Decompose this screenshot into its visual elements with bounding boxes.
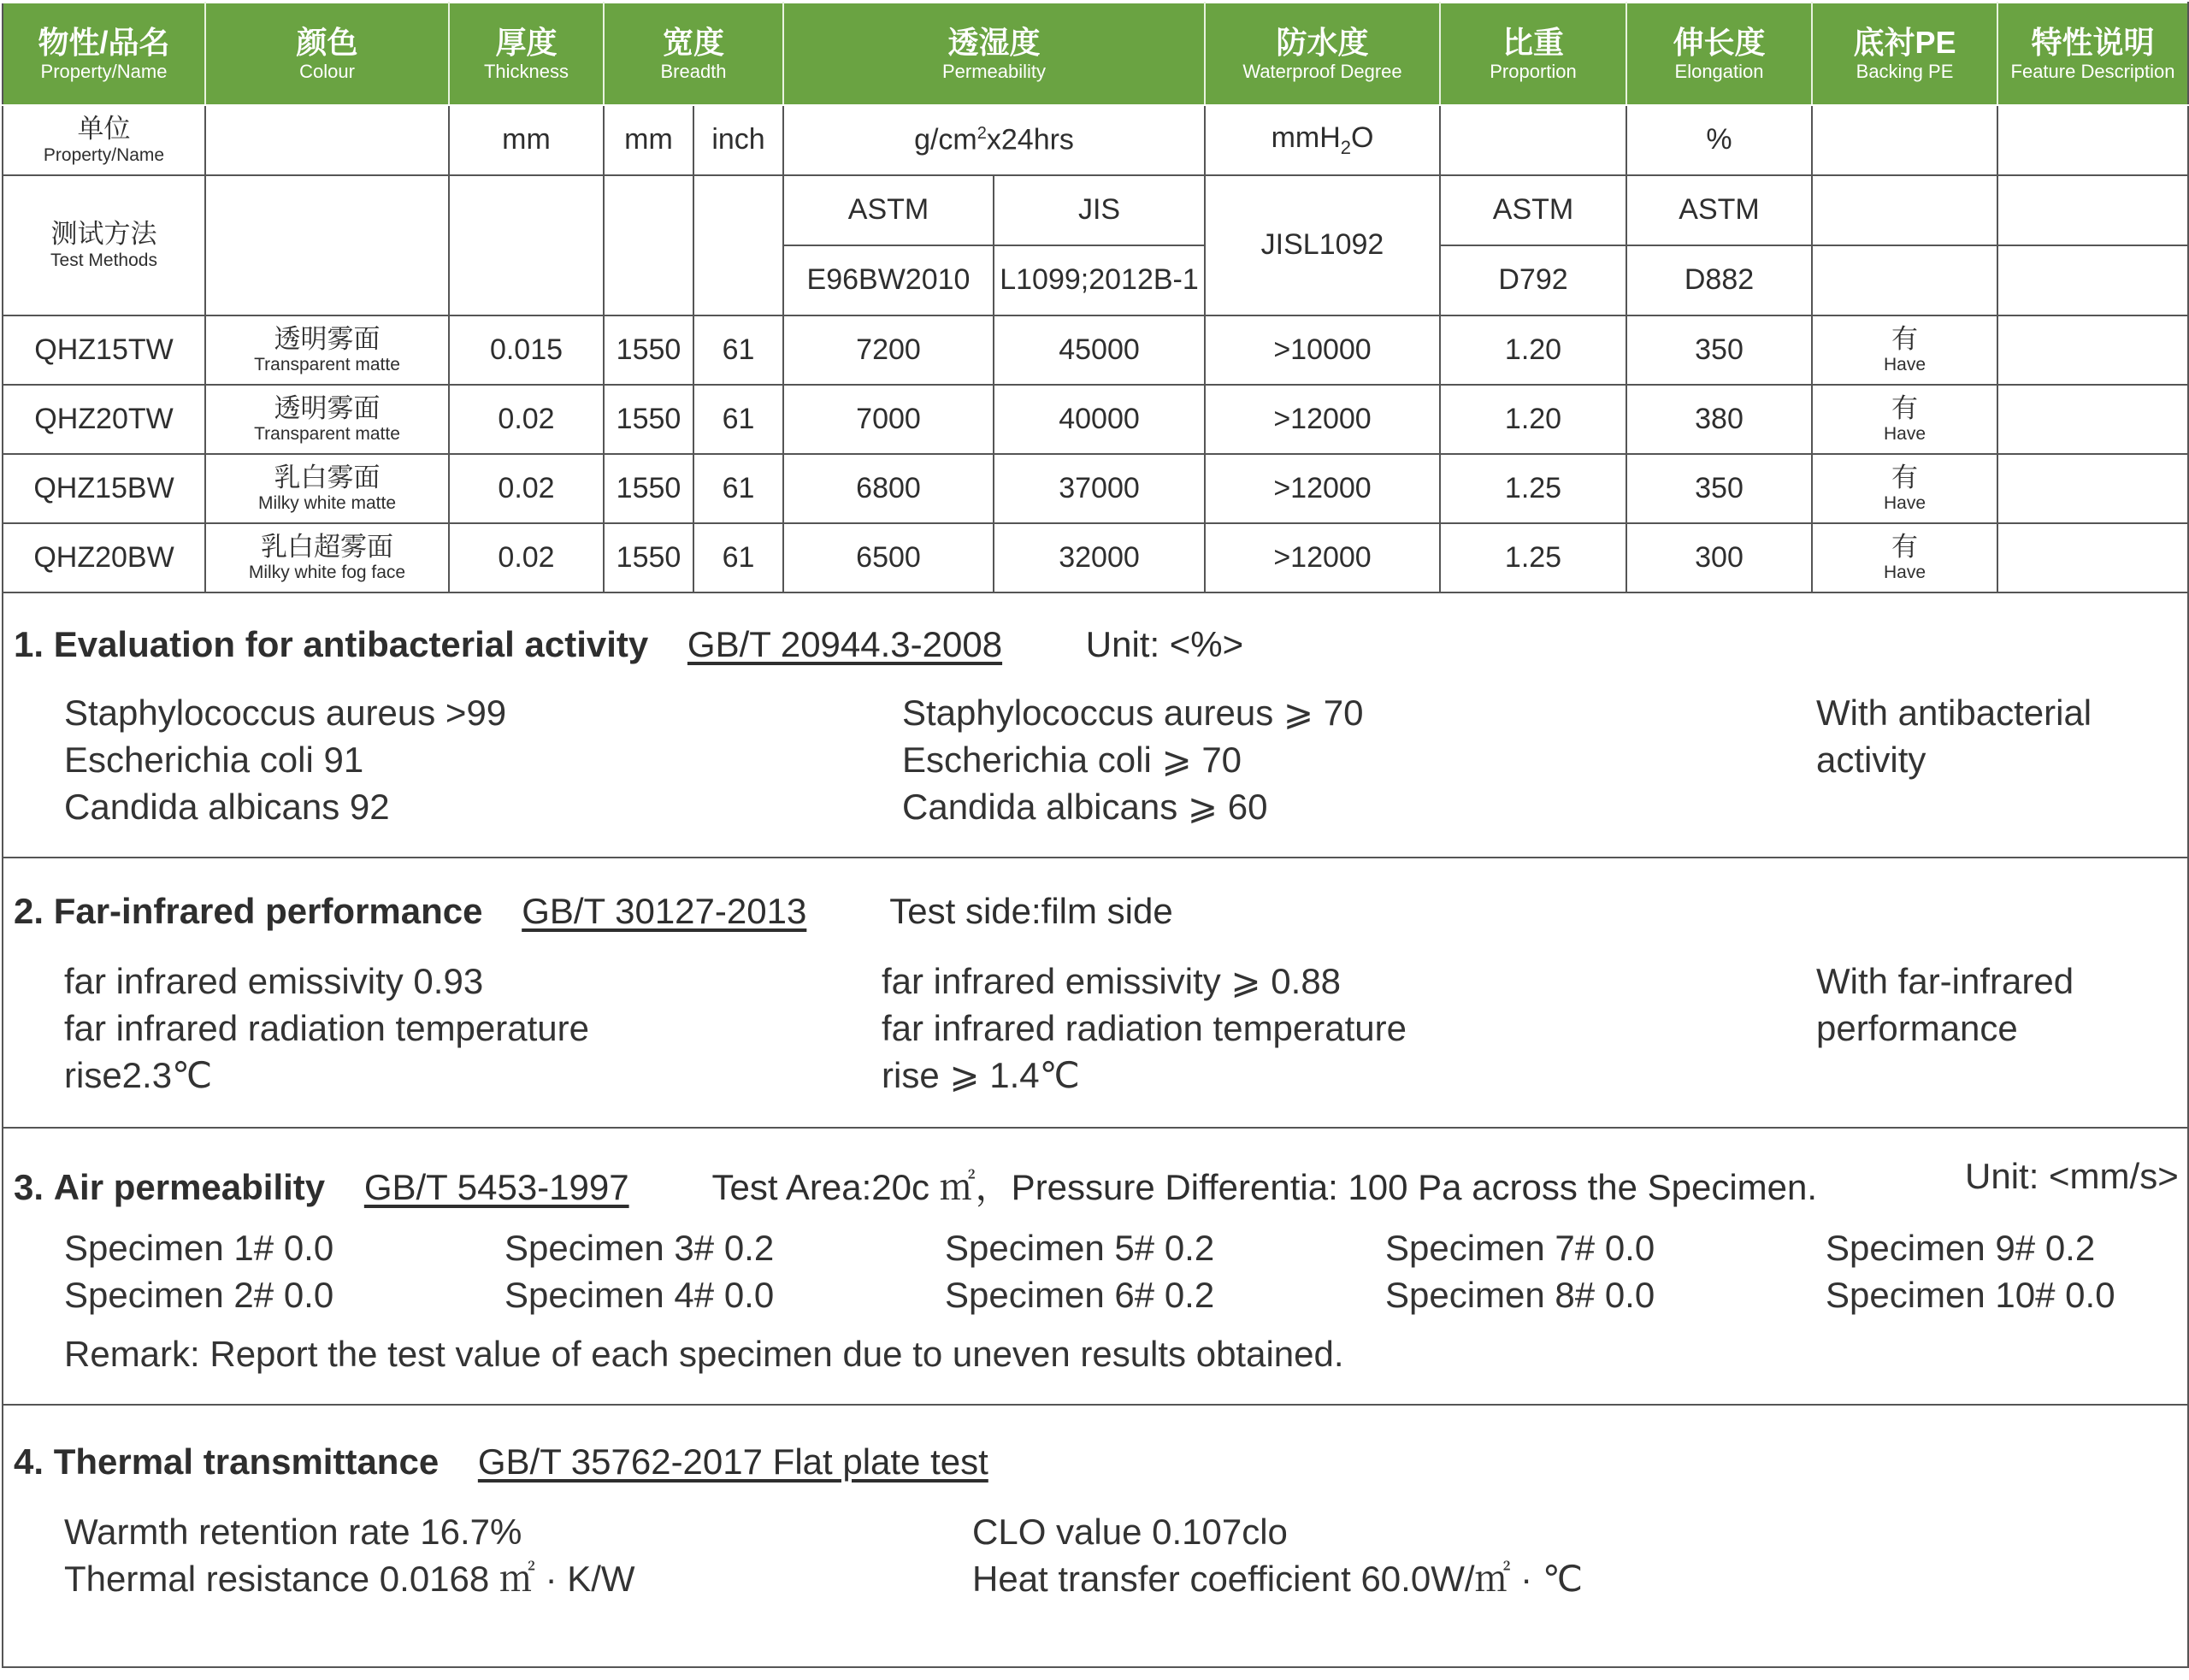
header-zh: 底衬PE xyxy=(1853,24,1956,60)
section-name: Far-infrared performance xyxy=(53,891,483,931)
method-label-zh: 测试方法 xyxy=(50,219,157,250)
conclusion-line: activity xyxy=(1816,740,1926,780)
method-perm-astm-code: E96BW2010 xyxy=(783,245,994,315)
backing-en: Have xyxy=(1884,493,1926,514)
backing-cell xyxy=(1812,385,1997,454)
section-name: Thermal transmittance xyxy=(53,1441,440,1482)
perm-astm-value: 6800 xyxy=(783,454,994,523)
result-line: far infrared emissivity 0.93 xyxy=(64,961,484,1001)
method-label-en: Test Methods xyxy=(50,250,157,270)
header-cell xyxy=(1997,3,2188,105)
header-cell xyxy=(783,3,1205,105)
backing-zh: 有 xyxy=(1891,323,1919,354)
elongation-value: 350 xyxy=(1626,315,1812,385)
method-proportion-code: D792 xyxy=(1440,245,1626,315)
empty-cell xyxy=(205,175,449,315)
proportion-value: 1.20 xyxy=(1440,315,1626,385)
table-row xyxy=(3,315,2188,385)
specimen-value: Specimen 4# 0.0 xyxy=(504,1275,775,1315)
specimen-value: Specimen 3# 0.2 xyxy=(504,1228,775,1268)
section-number: 2. xyxy=(14,891,44,931)
empty-cell xyxy=(1997,245,2188,315)
perm-jis-value: 37000 xyxy=(994,454,1205,523)
empty-cell xyxy=(1997,454,2188,523)
proportion-value: 1.20 xyxy=(1440,385,1626,454)
breadth-mm-value: 1550 xyxy=(604,454,693,523)
colour-zh: 乳白超雾面 xyxy=(261,531,393,562)
thickness-value: 0.02 xyxy=(449,385,604,454)
colour-cell xyxy=(205,385,449,454)
breadth-mm-value: 1550 xyxy=(604,315,693,385)
water-unit-rest: O xyxy=(1351,121,1374,154)
result-line: Candida albicans 92 xyxy=(64,787,390,827)
empty-cell xyxy=(1997,175,2188,245)
empty-cell xyxy=(1997,315,2188,385)
colour-en: Transparent matte xyxy=(254,355,400,375)
spec-table xyxy=(2,2,2189,593)
backing-en: Have xyxy=(1884,424,1926,445)
header-cell xyxy=(1440,3,1626,105)
product-name: QHZ20BW xyxy=(3,523,205,592)
backing-zh: 有 xyxy=(1891,392,1919,423)
colour-zh: 透明雾面 xyxy=(274,323,381,354)
section-title xyxy=(14,624,1243,665)
method-perm-jis: JIS xyxy=(994,175,1205,245)
proportion-value: 1.25 xyxy=(1440,523,1626,592)
method-elongation: ASTM xyxy=(1626,175,1812,245)
breadth-inch-value: 61 xyxy=(693,523,783,592)
backing-cell xyxy=(1812,454,1997,523)
thickness-value: 0.015 xyxy=(449,315,604,385)
section-standard: GB/T 30127-2013 xyxy=(522,891,807,931)
header-zh: 宽度 xyxy=(662,24,724,60)
product-name: QHZ15BW xyxy=(3,454,205,523)
colour-cell xyxy=(205,454,449,523)
unit-permeability xyxy=(783,105,1205,175)
result-line: Warmth retention rate 16.7% xyxy=(64,1512,522,1552)
section-air-permeability xyxy=(2,1129,2189,1406)
result-line: CLO value 0.107clo xyxy=(972,1512,1288,1552)
header-cell xyxy=(1626,3,1812,105)
empty-cell xyxy=(1440,105,1626,175)
section-thermal-transmittance xyxy=(2,1406,2189,1668)
perm-unit-rest: x24hrs xyxy=(986,123,1074,156)
colour-zh: 乳白雾面 xyxy=(274,462,381,492)
elongation-value: 380 xyxy=(1626,385,1812,454)
result-line: Thermal resistance 0.0168 ㎡ · K/W xyxy=(64,1559,635,1599)
backing-en: Have xyxy=(1884,355,1926,375)
result-line: Staphylococcus aureus >99 xyxy=(64,693,507,733)
unit-label-zh: 单位 xyxy=(77,114,131,144)
empty-cell xyxy=(449,175,604,315)
section-standard: GB/T 20944.3-2008 xyxy=(687,624,1003,664)
header-en: Backing PE xyxy=(1856,61,1954,83)
table-row xyxy=(3,385,2188,454)
specimen-value: Specimen 1# 0.0 xyxy=(64,1228,334,1268)
perm-unit-base: g/cm xyxy=(914,123,977,156)
perm-astm-value: 7000 xyxy=(783,385,994,454)
breadth-inch-value: 61 xyxy=(693,315,783,385)
backing-cell xyxy=(1812,315,1997,385)
header-row xyxy=(3,3,2188,105)
method-elongation-code: D882 xyxy=(1626,245,1812,315)
method-perm-jis-code: L1099;2012B-1 xyxy=(994,245,1205,315)
colour-zh: 透明雾面 xyxy=(274,392,381,423)
specimen-value: Specimen 8# 0.0 xyxy=(1385,1275,1655,1315)
specimen-value: Specimen 2# 0.0 xyxy=(64,1275,334,1315)
requirement-line: rise ⩾ 1.4℃ xyxy=(882,1055,1080,1095)
header-cell xyxy=(205,3,449,105)
proportion-value: 1.25 xyxy=(1440,454,1626,523)
specimen-value: Specimen 6# 0.2 xyxy=(945,1275,1215,1315)
method-proportion: ASTM xyxy=(1440,175,1626,245)
section-name: Evaluation for antibacterial activity xyxy=(53,624,649,664)
backing-zh: 有 xyxy=(1891,531,1919,562)
section-number: 3. xyxy=(14,1167,44,1207)
unit-thickness: mm xyxy=(449,105,604,175)
perm-astm-value: 6500 xyxy=(783,523,994,592)
unit-elongation: % xyxy=(1626,105,1812,175)
requirement-line: Escherichia coli ⩾ 70 xyxy=(902,740,1242,780)
specimen-value: Specimen 9# 0.2 xyxy=(1826,1228,2096,1268)
section-name: Air permeability xyxy=(53,1167,326,1207)
header-en: Elongation xyxy=(1674,61,1764,83)
header-en: Proportion xyxy=(1490,61,1577,83)
unit-waterproof xyxy=(1205,105,1440,175)
conclusion-line: With far-infrared xyxy=(1816,961,2074,1001)
perm-unit-sup: 2 xyxy=(976,124,987,144)
section-number: 1. xyxy=(14,624,44,664)
conclusion-line: With antibacterial xyxy=(1816,693,2092,733)
section-test-side: Test side:film side xyxy=(889,891,1173,931)
empty-cell xyxy=(1997,523,2188,592)
conclusion-line: performance xyxy=(1816,1008,2018,1048)
section-standard: GB/T 35762-2017 Flat plate test xyxy=(477,1441,988,1482)
empty-cell xyxy=(1997,105,2188,175)
header-en: Permeability xyxy=(941,61,1047,83)
waterproof-value: >10000 xyxy=(1205,315,1440,385)
breadth-mm-value: 1550 xyxy=(604,385,693,454)
header-en: Waterproof Degree xyxy=(1242,61,1402,83)
specimen-value: Specimen 10# 0.0 xyxy=(1826,1275,2115,1315)
colour-en: Transparent matte xyxy=(254,424,400,445)
breadth-inch-value: 61 xyxy=(693,454,783,523)
breadth-mm-value: 1550 xyxy=(604,523,693,592)
header-zh: 厚度 xyxy=(495,24,558,60)
empty-cell xyxy=(1997,385,2188,454)
unit-label-cell xyxy=(3,105,205,175)
unit-breadth-mm: mm xyxy=(604,105,693,175)
header-en: Feature Description xyxy=(2010,61,2175,83)
header-en: Thickness xyxy=(483,61,569,83)
empty-cell xyxy=(1812,175,1997,245)
colour-cell xyxy=(205,523,449,592)
product-name: QHZ15TW xyxy=(3,315,205,385)
perm-jis-value: 32000 xyxy=(994,523,1205,592)
elongation-value: 350 xyxy=(1626,454,1812,523)
elongation-value: 300 xyxy=(1626,523,1812,592)
remark: Remark: Report the test value of each specimen due to uneven results obtained. xyxy=(64,1334,1344,1374)
section-test-area: Test Area:20c ㎡，Pressure Differentia: 100 Pa across the Specimen. xyxy=(711,1167,1818,1207)
empty-cell xyxy=(1812,105,1997,175)
requirement-line: Staphylococcus aureus ⩾ 70 xyxy=(902,693,1364,733)
header-en: Property/Name xyxy=(40,61,168,83)
method-waterproof: JISL1092 xyxy=(1205,175,1440,315)
method-perm-astm: ASTM xyxy=(783,175,994,245)
empty-cell xyxy=(693,175,783,315)
backing-zh: 有 xyxy=(1891,462,1919,492)
section-title xyxy=(14,1441,1062,1483)
backing-en: Have xyxy=(1884,563,1926,583)
result-line: rise2.3℃ xyxy=(64,1055,213,1095)
requirement-line: far infrared emissivity ⩾ 0.88 xyxy=(882,961,1342,1001)
section-antibacterial xyxy=(2,592,2189,858)
perm-astm-value: 7200 xyxy=(783,315,994,385)
section-title xyxy=(14,891,1173,932)
header-cell xyxy=(1812,3,1997,105)
section-unit: Unit: <%> xyxy=(1085,624,1244,664)
colour-en: Milky white matte xyxy=(257,493,397,514)
section-unit: Unit: <mm/s> xyxy=(1965,1156,2179,1196)
result-line: far infrared radiation temperature xyxy=(64,1008,589,1048)
backing-cell xyxy=(1812,523,1997,592)
water-unit-base: mmH xyxy=(1271,121,1341,154)
waterproof-value: >12000 xyxy=(1205,454,1440,523)
header-zh: 比重 xyxy=(1502,24,1565,60)
empty-cell xyxy=(604,175,693,315)
empty-cell xyxy=(1812,245,1997,315)
result-line: Heat transfer coefficient 60.0W/㎡ · ℃ xyxy=(972,1559,1584,1599)
waterproof-value: >12000 xyxy=(1205,523,1440,592)
header-cell xyxy=(1205,3,1440,105)
table-row xyxy=(3,523,2188,592)
unit-row xyxy=(3,105,2188,175)
thickness-value: 0.02 xyxy=(449,454,604,523)
header-zh: 颜色 xyxy=(296,24,358,60)
water-unit-sub: 2 xyxy=(1340,136,1352,158)
specimen-value: Specimen 7# 0.0 xyxy=(1385,1228,1655,1268)
header-cell xyxy=(604,3,783,105)
thickness-value: 0.02 xyxy=(449,523,604,592)
specimen-value: Specimen 5# 0.2 xyxy=(945,1228,1215,1268)
perm-jis-value: 40000 xyxy=(994,385,1205,454)
requirement-line: far infrared radiation temperature xyxy=(882,1008,1407,1048)
header-zh: 特性说明 xyxy=(2031,24,2155,60)
result-line: Escherichia coli 91 xyxy=(64,740,364,780)
header-cell xyxy=(3,3,205,105)
method-label-cell xyxy=(3,175,205,315)
unit-label-en: Property/Name xyxy=(43,144,165,165)
unit-breadth-inch: inch xyxy=(693,105,783,175)
header-en: Colour xyxy=(299,61,355,83)
perm-jis-value: 45000 xyxy=(994,315,1205,385)
colour-en: Milky white fog face xyxy=(248,563,406,583)
header-cell xyxy=(449,3,604,105)
section-far-infrared xyxy=(2,858,2189,1129)
header-zh: 防水度 xyxy=(1276,24,1369,60)
section-standard: GB/T 5453-1997 xyxy=(363,1167,629,1207)
product-name: QHZ20TW xyxy=(3,385,205,454)
empty-cell xyxy=(205,105,449,175)
breadth-inch-value: 61 xyxy=(693,385,783,454)
header-zh: 物性/品名 xyxy=(38,24,170,60)
section-title xyxy=(14,1159,1817,1211)
requirement-line: Candida albicans ⩾ 60 xyxy=(902,787,1268,827)
section-number: 4. xyxy=(14,1441,44,1482)
colour-cell xyxy=(205,315,449,385)
header-zh: 透湿度 xyxy=(947,24,1041,60)
method-row xyxy=(3,175,2188,245)
table-row xyxy=(3,454,2188,523)
waterproof-value: >12000 xyxy=(1205,385,1440,454)
header-zh: 伸长度 xyxy=(1673,24,1766,60)
header-en: Breadth xyxy=(660,61,727,83)
